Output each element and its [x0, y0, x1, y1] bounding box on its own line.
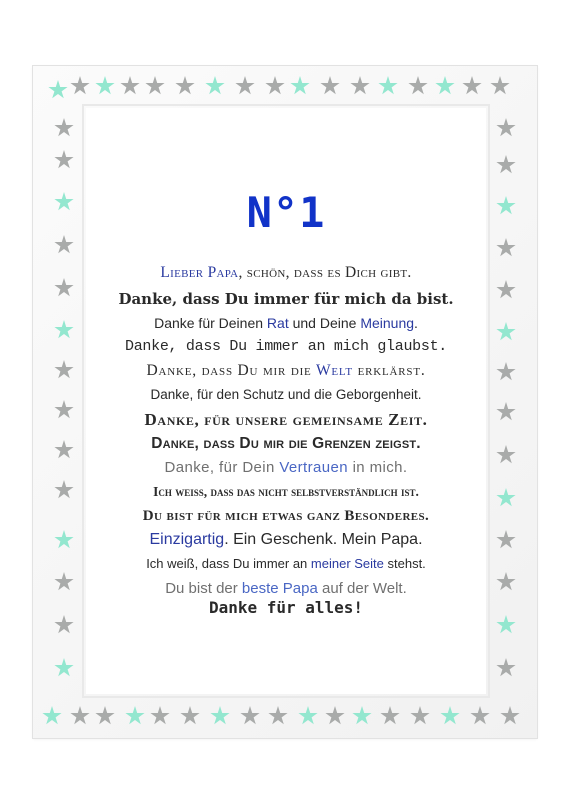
line-segment: . — [414, 315, 418, 331]
line-segment: auf der Welt. — [317, 580, 407, 597]
line-segment: Rat — [266, 315, 289, 331]
line-segment: beste Papa — [241, 580, 318, 597]
line-segment: Danke, dass Du immer für mich da bist. — [118, 290, 454, 308]
closing-line: Danke für alles! — [208, 598, 364, 617]
line-segment: Meinung — [360, 315, 415, 331]
poster-line — [86, 410, 486, 430]
poster-line — [86, 315, 486, 331]
line-segment: Du bist der — [165, 580, 242, 597]
line-segment: Danke, für unsere gemeinsame Zeit. — [144, 410, 428, 429]
line-segment: Welt — [315, 362, 353, 379]
line-segment: Ich weiß, dass Du immer an — [146, 556, 311, 571]
line-segment: Danke, dass Du immer an mich glaubst. — [125, 338, 447, 355]
line-segment: erklärst. — [352, 362, 426, 379]
line-segment: Danke für Deinen — [154, 315, 267, 331]
poster-line — [86, 484, 486, 500]
line-segment: , schön, dass es Dich gibt. — [238, 264, 412, 281]
poster-title: N°1 — [246, 188, 326, 237]
line-segment: stehst. — [383, 556, 426, 571]
line-segment: und Deine — [288, 315, 361, 331]
poster-line — [86, 459, 486, 476]
poster-line — [86, 580, 486, 597]
line-segment: meiner Seite — [310, 556, 384, 571]
poster — [86, 108, 486, 694]
line-segment: in mich. — [348, 459, 408, 476]
line-segment: Danke, für Dein — [164, 459, 280, 476]
poster-line — [86, 290, 486, 308]
poster-line — [86, 435, 486, 453]
line-segment: Einzigartig — [149, 531, 225, 548]
line-segment: Lieber Papa — [160, 264, 239, 281]
line-segment: Du bist für mich etwas ganz Besonderes. — [142, 508, 430, 524]
line-segment: . Ein Geschenk. Mein Papa. — [224, 531, 423, 548]
line-segment: Danke, dass Du mir die — [146, 362, 316, 379]
poster-line — [86, 531, 486, 549]
poster-line — [86, 556, 486, 571]
line-segment: Danke, dass Du mir die Grenzen zeigst. — [151, 435, 421, 452]
poster-line — [86, 264, 486, 282]
line-segment: Ich weiss, dass das nicht selbstverständlich ist. — [153, 484, 419, 499]
line-segment: Vertrauen — [279, 459, 348, 476]
poster-line — [86, 362, 486, 380]
poster-line — [86, 508, 486, 525]
poster-line — [86, 338, 486, 355]
line-segment: Danke, für den Schutz und die Geborgenheit. — [150, 387, 422, 402]
poster-line — [86, 387, 486, 402]
